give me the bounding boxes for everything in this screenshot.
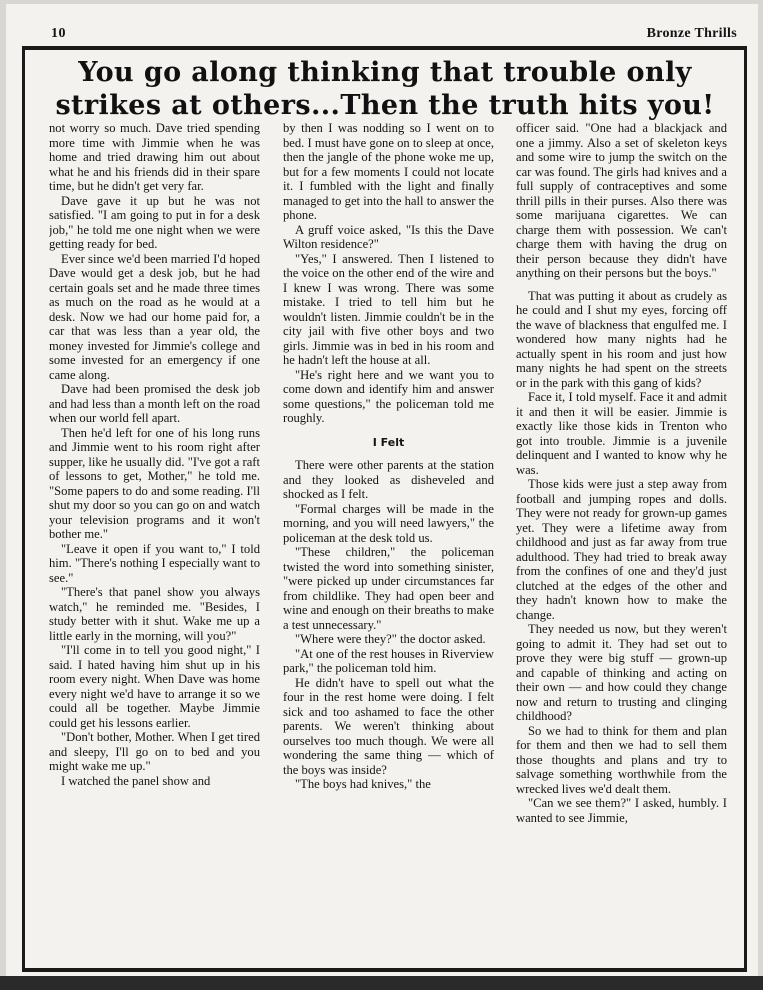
paragraph: not worry so much. Dave tried spending more time with Jimmie when he was home and tried drawing him out about what he and his friends did in their spare time, but he didn't get very far. bbox=[49, 121, 260, 193]
paragraph: He didn't have to spell out what the four in the rest home were doing. I felt sick and too ashamed to face the other parents. We weren't thinking about ourselves too much though. We were all wondering the same thing — which of the boys was inside? bbox=[283, 675, 494, 777]
paragraph: Then he'd left for one of his long runs and Jimmie went to his room right after supper, like he usually did. "I've got a raft of lessons to get, Mother," he told me. "Some papers to do and some reading. I'll shut my door so you can go on and watch your television programs and it won't bother me." bbox=[49, 425, 260, 541]
bottom-border-rule bbox=[22, 968, 747, 972]
paragraph: That was putting it about as crudely as he could and I shut my eyes, forcing off the wave of blackness that engulfed me. I wondered how many nights had he actually spent in his room and just how many nights he had spent on the streets or in the park with this gang of kids? bbox=[516, 288, 727, 390]
section-subhead: I Felt bbox=[372, 435, 405, 449]
paragraph: "There's that panel show you always watch," he reminded me. "Besides, I study better with it shut. Wake me up a little early in the morning, will you?" bbox=[49, 585, 260, 643]
paragraph: "These children," the policeman twisted the word into something sinister, "were picked up under circumstances far from childlike. They had open beer and wine and enough on their breaths to make a test unnecessary." bbox=[283, 545, 494, 632]
paragraph: "Where were they?" the doctor asked. bbox=[295, 632, 486, 646]
paragraph: They needed us now, but they weren't going to admit it. They had set out to prove they were big stuff — grown-up and capable of thinking and acting on their own — and how could they change now and return to trusting and clinging childhood? bbox=[516, 622, 727, 723]
text-column-1 bbox=[49, 121, 260, 961]
paragraph: "Formal charges will be made in the morning, and you will need lawyers," the policeman at the desk told us. bbox=[283, 501, 494, 545]
paragraph: "I'll come in to tell you good night," I said. I hated having him shut up in his room every night. When Dave was home every night we'd have to arrange it so we could all be together. Maybe Jimmie could get his lessons earlier. bbox=[49, 643, 260, 730]
paragraph: "Yes," I answered. Then I listened to the voice on the other end of the wire and I knew I was wrong. There was some mistake. I tried to tell him but he wouldn't listen. Jimmie couldn't be in the city jail with five other boys and two girls. Jimmie was in bed in his room and he hadn't left the house at all. bbox=[283, 251, 494, 367]
paragraph: Those kids were just a step away from football and jumping ropes and dolls. They were not ready for grown-up games yet. They were a lifetime away from childhood and just as far away from true adulthood. They had tried to break away from the confines of one and they'd just clutched at the edges of the other and they hadn't known how to make the change. bbox=[516, 477, 727, 622]
text-column-3 bbox=[516, 121, 727, 961]
story-headline bbox=[30, 56, 740, 122]
magazine-title: Bronze Thrills bbox=[646, 26, 737, 41]
header-rule bbox=[22, 46, 747, 50]
paragraph: Face it, I told myself. Face it and admit it and then it will be easier. Jimmie is exactly like those kids in Trenton who got into trouble. Jimmie is a juvenile delinquent and I wanted to know why he was. bbox=[516, 390, 727, 477]
paragraph-gap bbox=[516, 281, 727, 289]
paragraph: Dave had been promised the desk job and had less than a month left on the road when our world fell apart. bbox=[49, 382, 260, 425]
page-number: 10 bbox=[51, 26, 66, 41]
headline-line-2: strikes at others...Then the truth hits you! bbox=[55, 90, 715, 121]
paragraph: Dave gave it up but he was not satisfied. "I am going to put in for a desk job," he told me one night when we were getting ready for bed. bbox=[49, 193, 260, 251]
paragraph: by then I was nodding so I went on to bed. I must have gone on to sleep at once, then the jangle of the phone woke me up, but for a few moments I could not locate it. I fumbled with the light and finally managed to get into the hall to answer the phone. bbox=[283, 121, 494, 222]
paragraph: A gruff voice asked, "Is this the Dave Wilton residence?" bbox=[283, 222, 494, 251]
paragraph: I watched the panel show and bbox=[61, 773, 211, 788]
paragraph: "At one of the rest houses in Riverview park," the policeman told him. bbox=[283, 646, 494, 675]
paragraph: "Leave it open if you want to," I told him. "There's nothing I especially want to see." bbox=[49, 541, 260, 585]
paragraph: Ever since we'd been married I'd hoped Dave would get a desk job, but he had certain goals set and he made three times as much on the road as he would at a desk. Now we had our home paid for, a car that was less than a year old, the money invested for Jimmie's college and some invested for an emergency if one came along. bbox=[49, 251, 260, 382]
right-border-rule bbox=[744, 46, 747, 972]
paragraph: There were other parents at the station and they looked as disheveled and shocked as I felt. bbox=[283, 458, 494, 501]
paragraph: "Can we see them?" I asked, humbly. I wanted to see Jimmie, bbox=[516, 796, 727, 825]
paragraph: "The boys had knives," the bbox=[295, 777, 431, 791]
paragraph: So we had to think for them and plan for them and then we had to sell them those thoughts and plans and try to salvage something worthwhile from the wrecked lives we'd dealt them. bbox=[516, 723, 727, 796]
left-border-rule bbox=[22, 46, 25, 972]
headline-line-1: You go along thinking that trouble only bbox=[78, 57, 692, 88]
paragraph: officer said. "One had a blackjack and one a jimmy. Also a set of skeleton keys and some wire to jump the switch on the car was found. The girls had knives and a full supply of contraceptives and some thrill pills in their purses. Also there was some marijuana cigarettes. We can charge them with possession. We can't charge them with having the drug on their person because they didn't have anything on their persons but the boys." bbox=[516, 121, 727, 280]
text-column-2 bbox=[283, 121, 494, 961]
scan-edge-band bbox=[0, 976, 763, 990]
paragraph: "Don't bother, Mother. When I get tired and sleepy, I'll go on to bed and you might wake me up." bbox=[49, 730, 260, 773]
paragraph: "He's right here and we want you to come down and identify him and answer some questions," the policeman told me roughly. bbox=[283, 367, 494, 425]
